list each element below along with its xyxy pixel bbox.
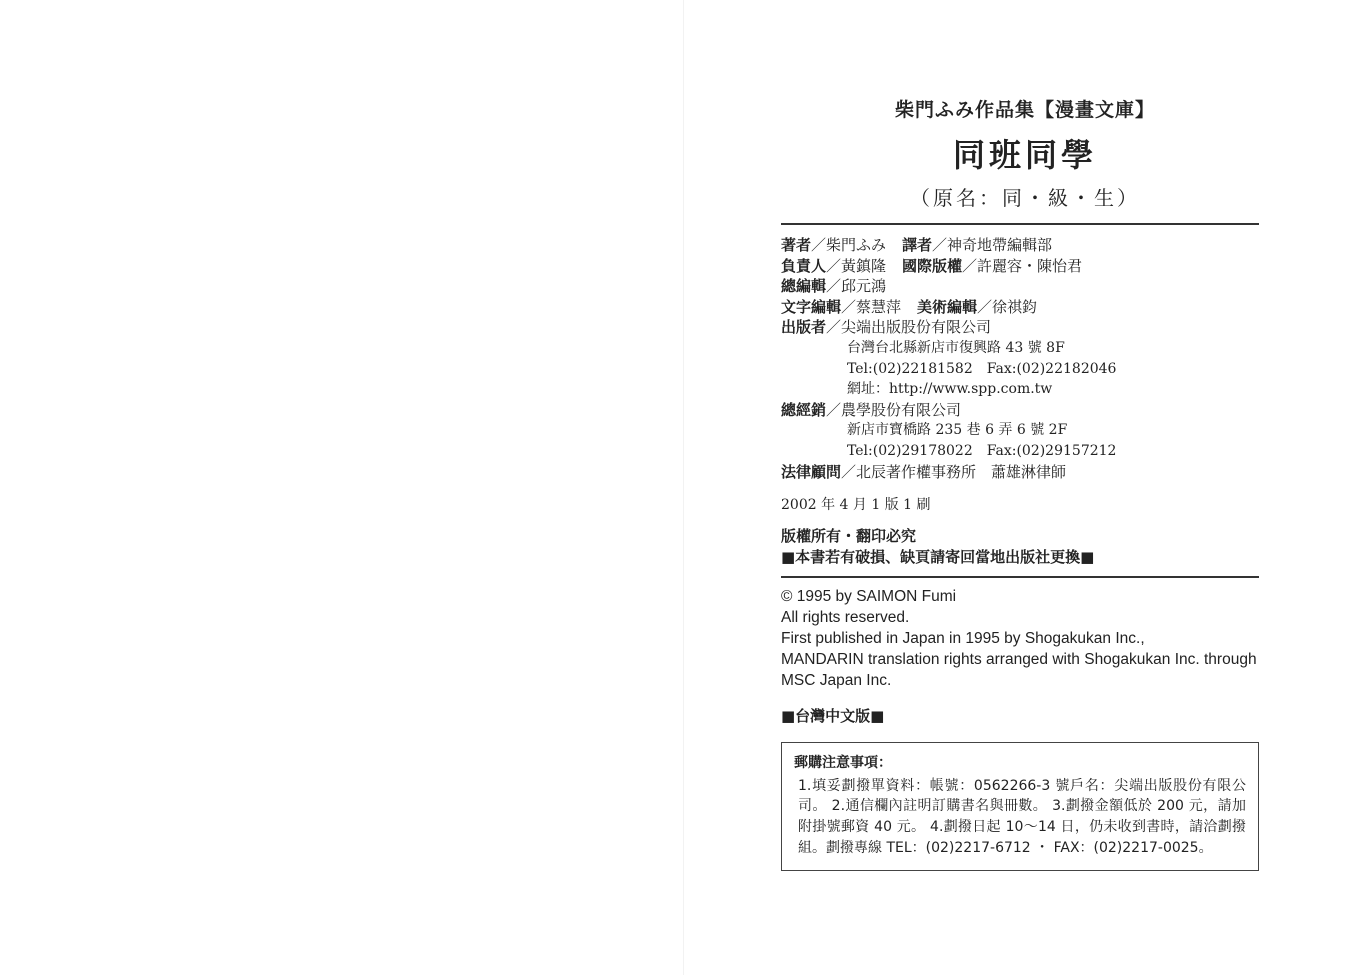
rights-value: ／許麗容・陳怡君: [962, 256, 1083, 275]
edition-label: ■台灣中文版■: [781, 707, 885, 726]
distributor-label: 總經銷: [781, 400, 827, 419]
publisher-value: ／尖端出版股份有限公司: [826, 318, 992, 337]
distributor-value: ／農學股份有限公司: [826, 400, 962, 419]
translation-line-2: MSC Japan Inc.: [781, 672, 892, 690]
mail-order-title: 郵購注意事項：: [794, 755, 892, 772]
original-title: （原名：同・級・生）: [910, 186, 1140, 210]
credit-line-publisher: [781, 317, 1259, 338]
first-published-line: First published in Japan in 1995 by Shogakukan Inc.,: [781, 630, 1145, 648]
rights-line-2: ■本書若有破損、缺頁請寄回當地出版社更換■: [781, 548, 1095, 567]
author-value: ／柴門ふみ: [811, 236, 887, 254]
credit-line-responsible: [781, 256, 1259, 277]
publisher-tel: Tel:(02)22181582 Fax:(02)22182046: [847, 360, 1117, 377]
reserved-line: All rights reserved.: [781, 609, 910, 627]
publisher-web: 網址：http://www.spp.com.tw: [847, 381, 1053, 398]
chief-editor-value: ／邱元鴻: [826, 277, 887, 296]
distributor-address: 新店市寶橋路 235 巷 6 弄 6 號 2F: [847, 422, 1068, 439]
publisher-address: 台灣台北縣新店市復興路 43 號 8F: [847, 339, 1065, 356]
page-fold: [683, 0, 684, 975]
chief-editor-label: 總編輯: [781, 277, 827, 296]
credit-line-legal: [781, 462, 1259, 483]
art-editor-value: ／徐祺鈞: [977, 297, 1038, 316]
legal-label: 法律顧問: [781, 462, 842, 481]
credit-line-distributor: [781, 400, 1259, 421]
mail-order-body: 1.填妥劃撥單資料：帳號：0562266-3 號戶名：尖端出版股份有限公司。 2.通信欄內註明訂購書名與冊數。 3.劃撥金額低於 200 元，請加附掛號郵資 40 元。 4.劃撥日起 10～14 日，仍未收到書時，請洽劃撥組。劃撥專線 TEL：(02)2217-6712 ・ FAX：(02)2217-0025。: [798, 777, 1246, 856]
top-divider: [781, 223, 1259, 225]
credit-line-author: [781, 235, 1259, 256]
distributor-tel: Tel:(02)29178022 Fax:(02)29157212: [847, 442, 1117, 459]
book-title: 同班同學: [952, 136, 1097, 174]
legal-value: ／北辰著作權事務所 蕭雄淋律師: [841, 462, 1067, 481]
art-editor-label: 美術編輯: [917, 297, 978, 316]
responsible-value: ／黃鎮隆: [826, 256, 887, 275]
rights-line-1: 版權所有・翻印必究: [781, 527, 917, 546]
copyright-line: © 1995 by SAIMON Fumi: [781, 588, 957, 606]
translator-label: 譯者: [902, 236, 933, 254]
credits-block: [781, 235, 1259, 482]
mail-order-box: [781, 742, 1259, 871]
series-title: 柴門ふみ作品集【漫畫文庫】: [894, 99, 1155, 121]
middle-divider: [781, 576, 1259, 578]
colophon: [781, 95, 1259, 871]
rights-notice: [781, 526, 1259, 568]
text-editor-label: 文字編輯: [781, 297, 842, 316]
english-copyright-block: [781, 586, 1259, 691]
text-editor-value: ／蔡慧萍: [841, 297, 902, 316]
rights-label: 國際版權: [902, 256, 963, 275]
responsible-label: 負責人: [781, 256, 827, 275]
print-date: 2002 年 4 月 1 版 1 刷: [781, 497, 931, 514]
translation-line-1: MANDARIN translation rights arranged with Shogakukan Inc. through: [781, 651, 1257, 669]
credit-line-chief-editor: [781, 276, 1259, 297]
publisher-label: 出版者: [781, 318, 827, 337]
author-label: 著者: [781, 236, 812, 254]
translator-value: ／神奇地帶編輯部: [932, 236, 1053, 254]
credit-line-editors: [781, 297, 1259, 318]
